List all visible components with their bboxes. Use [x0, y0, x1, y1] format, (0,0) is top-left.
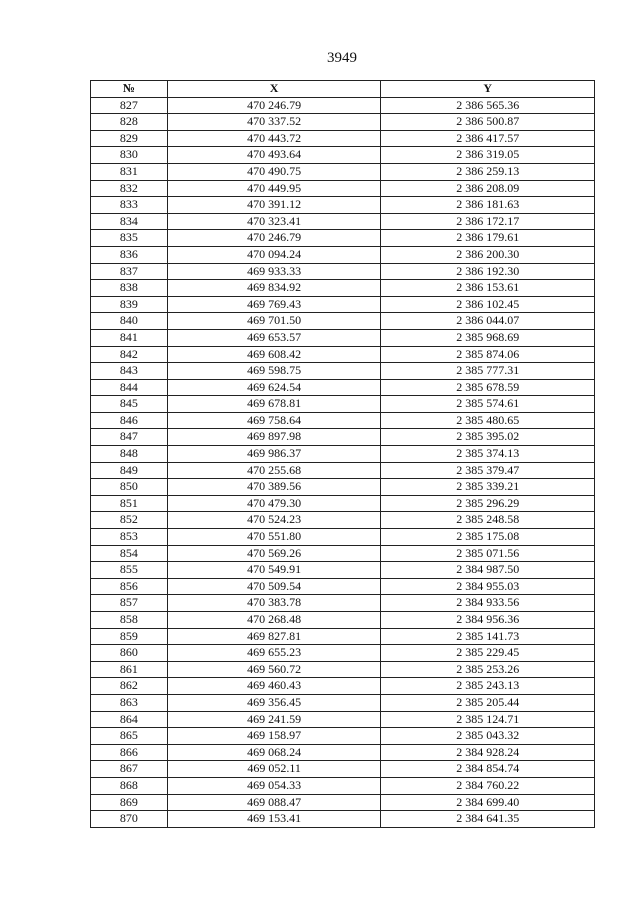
table-row: [91, 777, 595, 794]
y-coordinate-cell: 2 386 200.30: [381, 246, 595, 263]
y-coordinate-cell: 2 385 874.06: [381, 346, 595, 363]
x-coordinate-cell: 470 246.79: [167, 97, 381, 114]
x-coordinate-cell: 470 490.75: [167, 163, 381, 180]
table-row: [91, 661, 595, 678]
y-coordinate-cell: 2 385 175.08: [381, 529, 595, 546]
y-coordinate-cell: 2 385 374.13: [381, 446, 595, 463]
y-coordinate-cell: 2 385 777.31: [381, 363, 595, 380]
y-coordinate-cell: 2 384 987.50: [381, 562, 595, 579]
table-row: [91, 396, 595, 413]
x-coordinate-cell: 470 479.30: [167, 495, 381, 512]
table-row: [91, 346, 595, 363]
table-row: [91, 645, 595, 662]
y-coordinate-cell: 2 385 339.21: [381, 479, 595, 496]
table-row: [91, 694, 595, 711]
y-coordinate-cell: 2 385 243.13: [381, 678, 595, 695]
table-row: [91, 163, 595, 180]
table-row: [91, 379, 595, 396]
y-coordinate-cell: 2 385 253.26: [381, 661, 595, 678]
y-coordinate-cell: 2 385 678.59: [381, 379, 595, 396]
header-y: Y: [381, 81, 595, 98]
x-coordinate-cell: 470 389.56: [167, 479, 381, 496]
x-coordinate-cell: 470 569.26: [167, 545, 381, 562]
y-coordinate-cell: 2 386 192.30: [381, 263, 595, 280]
point-number-cell: 866: [91, 744, 168, 761]
table-row: [91, 296, 595, 313]
header-number: №: [91, 81, 168, 98]
x-coordinate-cell: 469 241.59: [167, 711, 381, 728]
point-number-cell: 830: [91, 147, 168, 164]
y-coordinate-cell: 2 386 172.17: [381, 213, 595, 230]
y-coordinate-cell: 2 384 699.40: [381, 794, 595, 811]
y-coordinate-cell: 2 385 968.69: [381, 329, 595, 346]
point-number-cell: 869: [91, 794, 168, 811]
x-coordinate-cell: 470 255.68: [167, 462, 381, 479]
x-coordinate-cell: 469 701.50: [167, 313, 381, 330]
page-number: 3949: [327, 50, 357, 66]
table-row: [91, 246, 595, 263]
x-coordinate-cell: 469 608.42: [167, 346, 381, 363]
point-number-cell: 859: [91, 628, 168, 645]
point-number-cell: 863: [91, 694, 168, 711]
table-row: [91, 197, 595, 214]
x-coordinate-cell: 469 560.72: [167, 661, 381, 678]
table-row: [91, 263, 595, 280]
x-coordinate-cell: 469 834.92: [167, 280, 381, 297]
x-coordinate-cell: 469 068.24: [167, 744, 381, 761]
table-row: [91, 412, 595, 429]
point-number-cell: 858: [91, 612, 168, 629]
x-coordinate-cell: 470 246.79: [167, 230, 381, 247]
y-coordinate-cell: 2 386 179.61: [381, 230, 595, 247]
point-number-cell: 829: [91, 130, 168, 147]
y-coordinate-cell: 2 384 641.35: [381, 811, 595, 828]
y-coordinate-cell: 2 386 565.36: [381, 97, 595, 114]
table-row: [91, 794, 595, 811]
table-row: [91, 628, 595, 645]
table-row: [91, 114, 595, 131]
point-number-cell: 831: [91, 163, 168, 180]
table-row: [91, 529, 595, 546]
table-row: [91, 761, 595, 778]
x-coordinate-cell: 469 153.41: [167, 811, 381, 828]
y-coordinate-cell: 2 385 043.32: [381, 728, 595, 745]
x-coordinate-cell: 469 653.57: [167, 329, 381, 346]
x-coordinate-cell: 469 460.43: [167, 678, 381, 695]
y-coordinate-cell: 2 386 500.87: [381, 114, 595, 131]
x-coordinate-cell: 469 769.43: [167, 296, 381, 313]
point-number-cell: 853: [91, 529, 168, 546]
table-row: [91, 180, 595, 197]
x-coordinate-cell: 469 758.64: [167, 412, 381, 429]
point-number-cell: 827: [91, 97, 168, 114]
point-number-cell: 835: [91, 230, 168, 247]
table-row: [91, 130, 595, 147]
y-coordinate-cell: 2 385 574.61: [381, 396, 595, 413]
x-coordinate-cell: 469 088.47: [167, 794, 381, 811]
x-coordinate-cell: 469 052.11: [167, 761, 381, 778]
x-coordinate-cell: 470 094.24: [167, 246, 381, 263]
x-coordinate-cell: 470 443.72: [167, 130, 381, 147]
point-number-cell: 862: [91, 678, 168, 695]
point-number-cell: 865: [91, 728, 168, 745]
x-coordinate-cell: 469 598.75: [167, 363, 381, 380]
table-row: [91, 479, 595, 496]
table-row: [91, 562, 595, 579]
x-coordinate-cell: 470 493.64: [167, 147, 381, 164]
point-number-cell: 849: [91, 462, 168, 479]
point-number-cell: 851: [91, 495, 168, 512]
table-row: [91, 97, 595, 114]
table-row: [91, 678, 595, 695]
point-number-cell: 860: [91, 645, 168, 662]
y-coordinate-cell: 2 384 760.22: [381, 777, 595, 794]
y-coordinate-cell: 2 385 480.65: [381, 412, 595, 429]
point-number-cell: 864: [91, 711, 168, 728]
point-number-cell: 852: [91, 512, 168, 529]
table-row: [91, 329, 595, 346]
table-row: [91, 429, 595, 446]
y-coordinate-cell: 2 384 955.03: [381, 578, 595, 595]
point-number-cell: 842: [91, 346, 168, 363]
y-coordinate-cell: 2 385 229.45: [381, 645, 595, 662]
x-coordinate-cell: 470 509.54: [167, 578, 381, 595]
table-row: [91, 462, 595, 479]
point-number-cell: 867: [91, 761, 168, 778]
x-coordinate-cell: 469 827.81: [167, 628, 381, 645]
x-coordinate-cell: 469 624.54: [167, 379, 381, 396]
x-coordinate-cell: 470 383.78: [167, 595, 381, 612]
point-number-cell: 845: [91, 396, 168, 413]
y-coordinate-cell: 2 386 208.09: [381, 180, 595, 197]
table-row: [91, 811, 595, 828]
y-coordinate-cell: 2 384 928.24: [381, 744, 595, 761]
y-coordinate-cell: 2 385 248.58: [381, 512, 595, 529]
point-number-cell: 855: [91, 562, 168, 579]
point-number-cell: 850: [91, 479, 168, 496]
x-coordinate-cell: 470 337.52: [167, 114, 381, 131]
y-coordinate-cell: 2 386 417.57: [381, 130, 595, 147]
header-x: X: [167, 81, 381, 98]
point-number-cell: 841: [91, 329, 168, 346]
x-coordinate-cell: 470 551.80: [167, 529, 381, 546]
point-number-cell: 833: [91, 197, 168, 214]
point-number-cell: 856: [91, 578, 168, 595]
table-row: [91, 363, 595, 380]
point-number-cell: 840: [91, 313, 168, 330]
table-row: [91, 744, 595, 761]
table-row: [91, 711, 595, 728]
point-number-cell: 847: [91, 429, 168, 446]
x-coordinate-cell: 470 391.12: [167, 197, 381, 214]
point-number-cell: 848: [91, 446, 168, 463]
table-row: [91, 512, 595, 529]
y-coordinate-cell: 2 385 395.02: [381, 429, 595, 446]
table-row: [91, 578, 595, 595]
x-coordinate-cell: 470 524.23: [167, 512, 381, 529]
table-body: [91, 97, 595, 827]
x-coordinate-cell: 469 356.45: [167, 694, 381, 711]
y-coordinate-cell: 2 385 205.44: [381, 694, 595, 711]
point-number-cell: 844: [91, 379, 168, 396]
table-row: [91, 147, 595, 164]
table-row: [91, 495, 595, 512]
point-number-cell: 836: [91, 246, 168, 263]
point-number-cell: 834: [91, 213, 168, 230]
y-coordinate-cell: 2 386 102.45: [381, 296, 595, 313]
point-number-cell: 861: [91, 661, 168, 678]
point-number-cell: 832: [91, 180, 168, 197]
x-coordinate-cell: 469 655.23: [167, 645, 381, 662]
x-coordinate-cell: 469 054.33: [167, 777, 381, 794]
coordinates-table: [90, 80, 595, 828]
table-row: [91, 728, 595, 745]
table-row: [91, 545, 595, 562]
x-coordinate-cell: 469 933.33: [167, 263, 381, 280]
y-coordinate-cell: 2 384 933.56: [381, 595, 595, 612]
table-row: [91, 446, 595, 463]
x-coordinate-cell: 469 897.98: [167, 429, 381, 446]
y-coordinate-cell: 2 386 319.05: [381, 147, 595, 164]
x-coordinate-cell: 469 158.97: [167, 728, 381, 745]
point-number-cell: 846: [91, 412, 168, 429]
y-coordinate-cell: 2 384 854.74: [381, 761, 595, 778]
table-row: [91, 213, 595, 230]
y-coordinate-cell: 2 385 379.47: [381, 462, 595, 479]
point-number-cell: 870: [91, 811, 168, 828]
y-coordinate-cell: 2 386 181.63: [381, 197, 595, 214]
point-number-cell: 837: [91, 263, 168, 280]
table-header-row: [91, 81, 595, 98]
y-coordinate-cell: 2 384 956.36: [381, 612, 595, 629]
point-number-cell: 854: [91, 545, 168, 562]
y-coordinate-cell: 2 386 044.07: [381, 313, 595, 330]
table-row: [91, 313, 595, 330]
point-number-cell: 868: [91, 777, 168, 794]
point-number-cell: 843: [91, 363, 168, 380]
x-coordinate-cell: 469 986.37: [167, 446, 381, 463]
y-coordinate-cell: 2 385 124.71: [381, 711, 595, 728]
table-row: [91, 612, 595, 629]
y-coordinate-cell: 2 385 296.29: [381, 495, 595, 512]
table-row: [91, 230, 595, 247]
x-coordinate-cell: 469 678.81: [167, 396, 381, 413]
y-coordinate-cell: 2 385 141.73: [381, 628, 595, 645]
point-number-cell: 838: [91, 280, 168, 297]
y-coordinate-cell: 2 386 259.13: [381, 163, 595, 180]
point-number-cell: 839: [91, 296, 168, 313]
table-row: [91, 595, 595, 612]
point-number-cell: 828: [91, 114, 168, 131]
x-coordinate-cell: 470 323.41: [167, 213, 381, 230]
x-coordinate-cell: 470 449.95: [167, 180, 381, 197]
x-coordinate-cell: 470 268.48: [167, 612, 381, 629]
point-number-cell: 857: [91, 595, 168, 612]
y-coordinate-cell: 2 385 071.56: [381, 545, 595, 562]
x-coordinate-cell: 470 549.91: [167, 562, 381, 579]
table-row: [91, 280, 595, 297]
y-coordinate-cell: 2 386 153.61: [381, 280, 595, 297]
